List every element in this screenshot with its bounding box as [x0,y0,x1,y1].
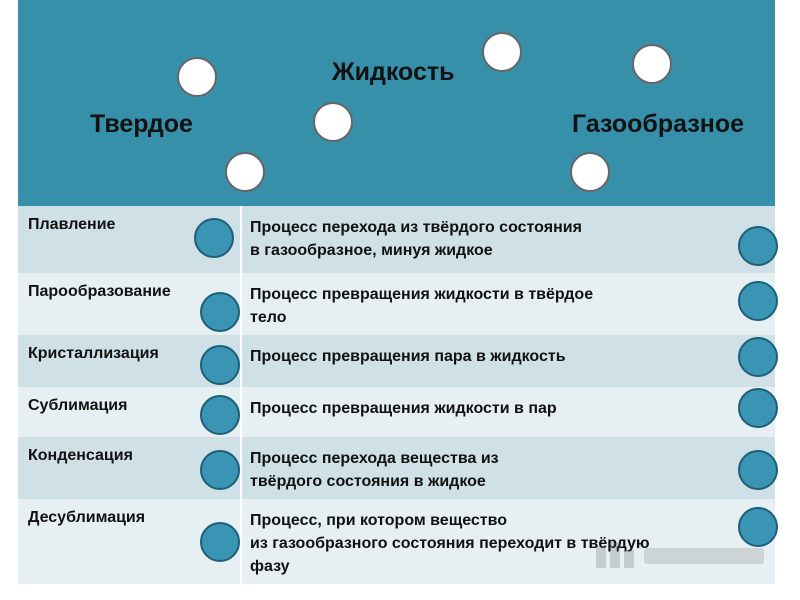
connector-node[interactable] [177,57,217,97]
definition-cell: Процесс превращения жидкости в твёрдое тело [250,286,594,326]
column-divider [240,335,242,387]
watermark-logo [592,538,768,574]
definition-cell: Процесс перехода из твёрдого состояния в газообразное, минуя жидкое [250,219,582,259]
gas-label: Газообразное [572,110,745,138]
term-node[interactable] [200,450,240,490]
table-row [18,335,775,387]
definition-node[interactable] [738,337,778,377]
term-cell: Десублимация [28,509,146,526]
term-node[interactable] [200,522,240,562]
term-cell: Плавление [28,216,116,233]
definition-cell: Процесс, при котором вещество из газообразного состояния переходит в фазу [250,512,577,575]
definition-cell: Процесс перехода вещества из твёрдого состояния в жидкое [250,450,499,490]
definition-cell: Процесс превращения жидкости в пар [250,400,557,417]
column-divider [240,499,242,584]
column-divider [240,273,242,335]
definitions-table [18,206,775,584]
table-row [18,437,775,499]
table-row [18,273,775,335]
column-divider [240,206,242,273]
definition-node[interactable] [738,226,778,266]
connector-node[interactable] [482,32,522,72]
connector-node[interactable] [313,102,353,142]
definition-cell: Процесс превращения пара в жидкость [250,348,566,365]
header-panel [18,0,775,206]
term-node[interactable] [194,218,234,258]
term-node[interactable] [200,395,240,435]
solid-label: Твердое [90,110,193,138]
connector-node[interactable] [225,152,265,192]
definition-node[interactable] [738,450,778,490]
term-cell: Сублимация [28,397,128,414]
column-divider [240,387,242,437]
liquid-label: Жидкость [332,58,455,86]
term-cell: Парообразование [28,283,171,300]
table-row [18,387,775,437]
term-node[interactable] [200,292,240,332]
definition-node[interactable] [738,281,778,321]
term-node[interactable] [200,345,240,385]
connector-node[interactable] [570,152,610,192]
term-cell: Конденсация [28,447,133,464]
column-divider [240,437,242,499]
definition-node[interactable] [738,388,778,428]
connector-node[interactable] [632,44,672,84]
table-row [18,206,775,273]
term-cell: Кристаллизация [28,345,159,362]
